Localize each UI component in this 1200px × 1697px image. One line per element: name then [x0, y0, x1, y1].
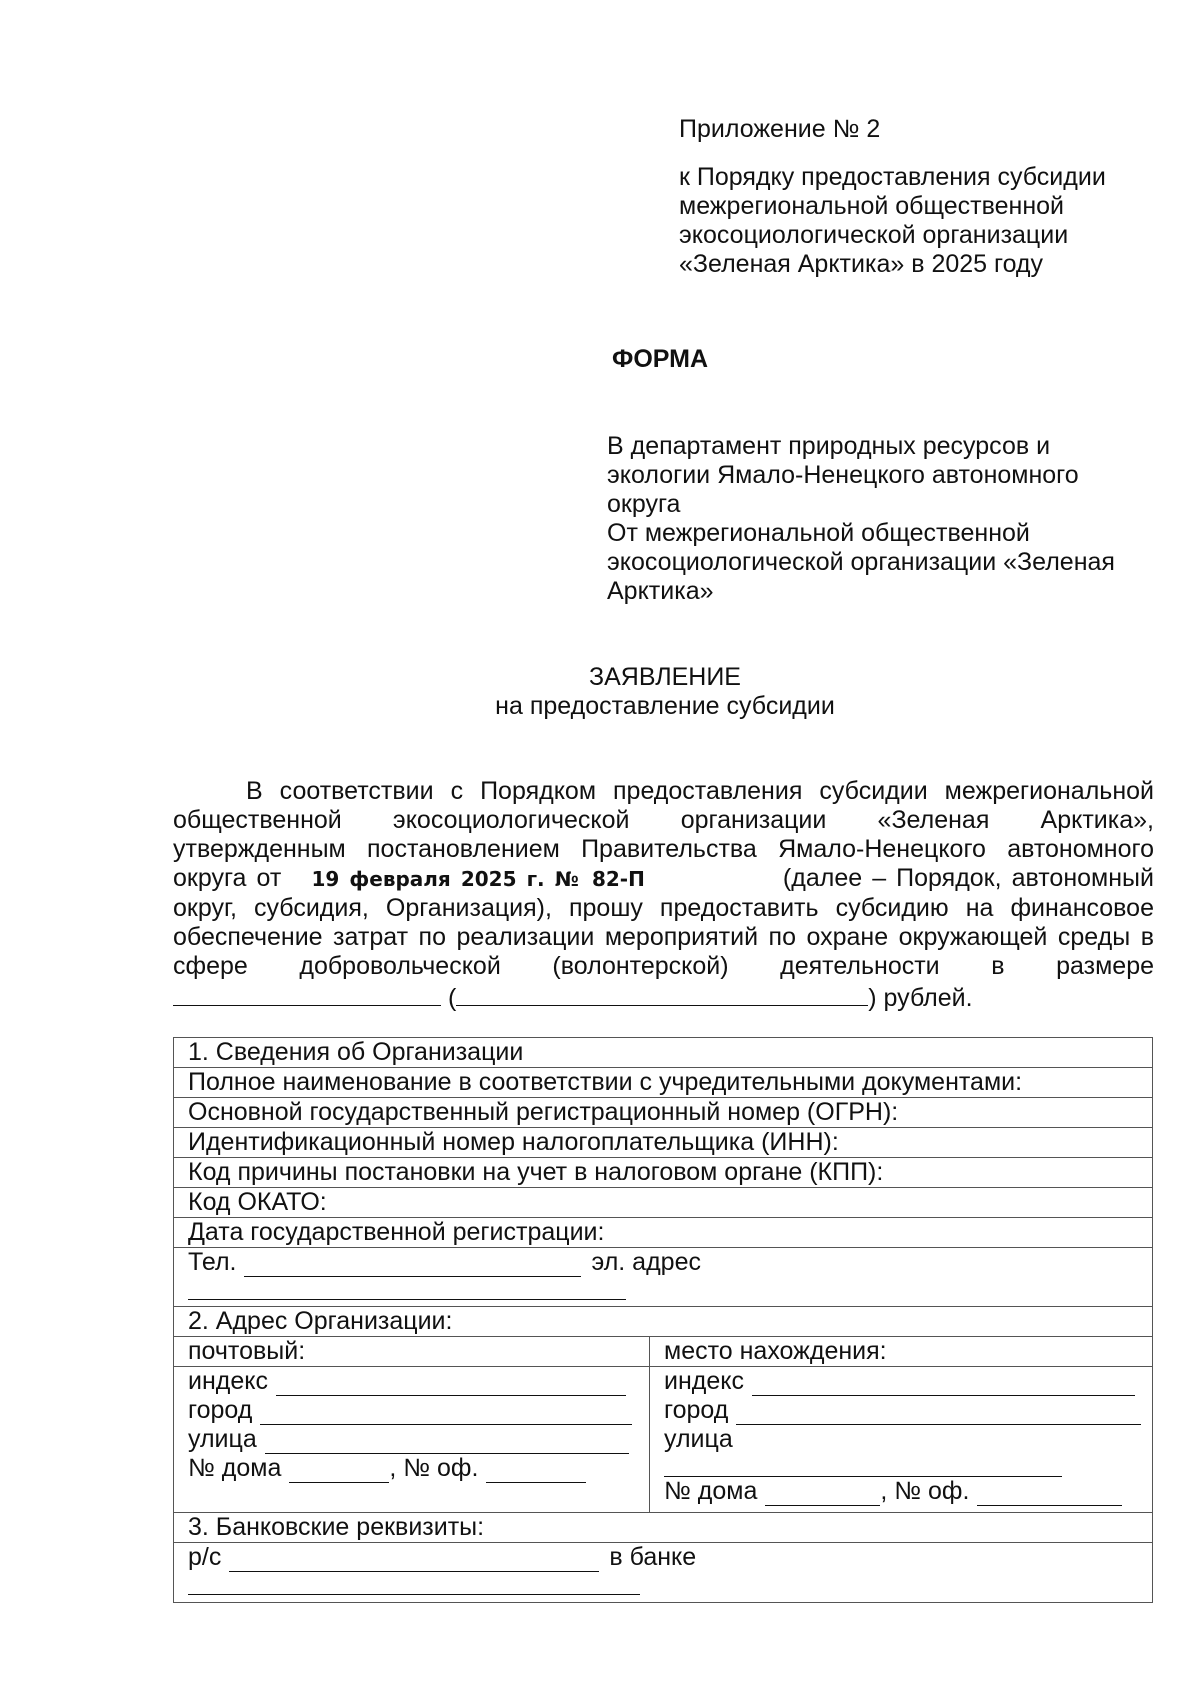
- location-house-line: [664, 1477, 1152, 1506]
- annex-line: «Зеленая Арктика» в 2025 году: [679, 250, 1044, 278]
- body-part-2: (далее – Порядок, автономный округ, субсидия, Организация), прошу предоставить субсидию на финансовое обеспечение затрат по реализации мероприятий по охране окружающей среды в сфере добровольческой (волонтерской) деятельности в размере: [173, 864, 1154, 980]
- postal-index-field[interactable]: [276, 1373, 626, 1396]
- annex-block: [679, 115, 1139, 279]
- location-index-label: индекс: [664, 1367, 744, 1395]
- body-part-1: В соответствии с Порядком предоставления субсидии межрегиональной общественной экосоциологической организации «Зеленая Арктика», утвержденным постановлением Правительства Ямало-Ненецкого автономного округа от: [173, 777, 1154, 892]
- postal-street-label: улица: [188, 1425, 257, 1453]
- inn-row[interactable]: Идентификационный номер налогоплательщика (ИНН):: [174, 1128, 1152, 1158]
- location-street-line: [664, 1425, 1152, 1454]
- location-city-line: [664, 1396, 1152, 1425]
- postal-city-field[interactable]: [260, 1402, 632, 1425]
- addressee-line: В департамент природных ресурсов и: [607, 432, 1051, 460]
- location-city-field[interactable]: [736, 1402, 1141, 1425]
- location-index-line: [664, 1367, 1152, 1396]
- address-columns: [174, 1337, 1152, 1513]
- addressee-line: округа: [607, 490, 681, 518]
- postal-house-label: № дома: [188, 1454, 282, 1482]
- postal-city-label: город: [188, 1396, 253, 1424]
- account-field[interactable]: [229, 1549, 599, 1572]
- decree-reference: 19 февраля 2025 г. № 82-П: [311, 867, 645, 891]
- title-sub: на предоставление субсидии: [495, 692, 835, 720]
- location-office-label: , № оф.: [880, 1477, 970, 1505]
- addressee-line: От межрегиональной общественной: [607, 519, 1030, 547]
- full-name-row[interactable]: Полное наименование в соответствии с учредительными документами:: [174, 1068, 1152, 1098]
- location-index-field[interactable]: [752, 1373, 1135, 1396]
- postal-header: почтовый:: [174, 1337, 649, 1367]
- addressee-line: экосоциологической организации «Зеленая: [607, 548, 1115, 576]
- postal-index-line: [188, 1367, 649, 1396]
- postal-office-label: , № оф.: [389, 1454, 479, 1482]
- bank-label: в банке: [609, 1543, 697, 1571]
- annex-number: Приложение № 2: [679, 115, 881, 143]
- organization-info-table: [173, 1037, 1153, 1603]
- bank-name-line: [188, 1572, 1152, 1595]
- postal-address-column: [174, 1337, 650, 1512]
- bank-row: [174, 1543, 1152, 1602]
- location-street-field[interactable]: [664, 1454, 1062, 1477]
- phone-field[interactable]: [244, 1254, 581, 1277]
- section-3-header: 3. Банковские реквизиты:: [174, 1513, 1152, 1543]
- annex-line: межрегиональной общественной: [679, 192, 1065, 220]
- application-body: [173, 777, 1154, 1013]
- kpp-row[interactable]: Код причины постановки на учет в налоговом органе (КПП):: [174, 1158, 1152, 1188]
- addressee-line: Арктика»: [607, 577, 714, 605]
- section-2-header: 2. Адрес Организации:: [174, 1307, 1152, 1337]
- okato-row[interactable]: Код ОКАТО:: [174, 1188, 1152, 1218]
- document-title: [0, 663, 1200, 721]
- location-header: место нахождения:: [650, 1337, 1152, 1367]
- postal-city-line: [188, 1396, 649, 1425]
- paren-open: (: [447, 984, 457, 1012]
- postal-spacer: [188, 1483, 649, 1512]
- body-paragraph: [173, 777, 1154, 1013]
- section-1-header: 1. Сведения об Организации: [174, 1038, 1152, 1068]
- annex-line: экосоциологической организации: [679, 221, 1069, 249]
- location-street-field-line: [664, 1454, 1152, 1477]
- postal-street-line: [188, 1425, 649, 1454]
- location-street-label: улица: [664, 1425, 733, 1453]
- location-house-field[interactable]: [765, 1483, 880, 1506]
- reg-date-row[interactable]: Дата государственной регистрации:: [174, 1218, 1152, 1248]
- email-line: [188, 1277, 1152, 1300]
- postal-office-field[interactable]: [486, 1460, 586, 1483]
- email-field[interactable]: [188, 1277, 626, 1300]
- location-fields: [650, 1367, 1152, 1506]
- account-label: р/с: [188, 1543, 222, 1571]
- title-main: ЗАЯВЛЕНИЕ: [588, 663, 741, 691]
- phone-label: Тел.: [188, 1248, 237, 1276]
- location-office-field[interactable]: [977, 1483, 1122, 1506]
- paren-close: ) рублей.: [868, 984, 973, 1012]
- contacts-row: [174, 1248, 1152, 1307]
- annex-line: к Порядку предоставления субсидии: [679, 163, 1106, 191]
- location-address-column: [650, 1337, 1152, 1512]
- bank-name-field[interactable]: [188, 1572, 640, 1595]
- form-label: ФОРМА: [612, 345, 709, 373]
- ogrn-row[interactable]: Основной государственный регистрационный номер (ОГРН):: [174, 1098, 1152, 1128]
- postal-street-field[interactable]: [265, 1431, 629, 1454]
- postal-house-field[interactable]: [289, 1460, 389, 1483]
- amount-words-field[interactable]: [456, 981, 868, 1006]
- account-line: [188, 1543, 1152, 1572]
- amount-number-field[interactable]: [173, 981, 441, 1006]
- postal-fields: [174, 1367, 649, 1512]
- postal-house-line: [188, 1454, 649, 1483]
- addressee-line: экологии Ямало-Ненецкого автономного: [607, 461, 1079, 489]
- location-house-label: № дома: [664, 1477, 758, 1505]
- location-city-label: город: [664, 1396, 729, 1424]
- addressee-block: [607, 432, 1167, 606]
- email-label: эл. адрес: [591, 1248, 701, 1276]
- phone-line: [188, 1248, 1152, 1277]
- postal-index-label: индекс: [188, 1367, 268, 1395]
